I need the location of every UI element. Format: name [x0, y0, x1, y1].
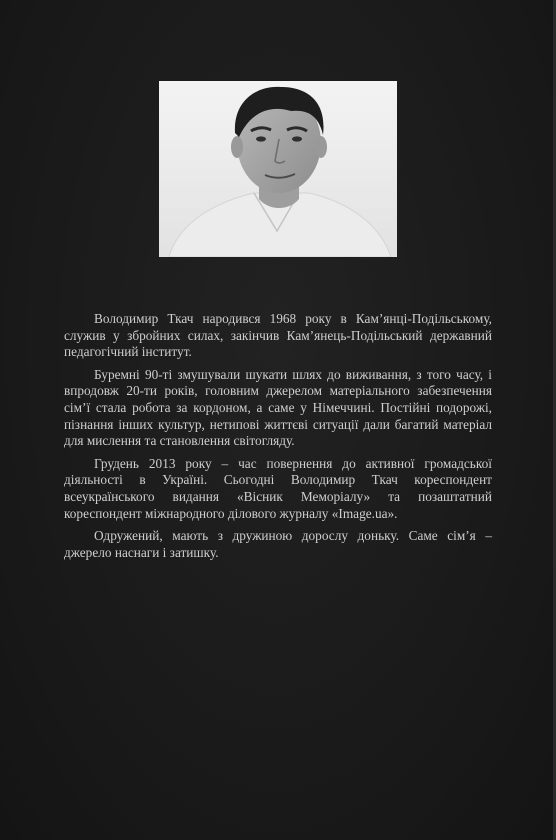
- bio-paragraph-family: Одружений, мають з дружиною дорослу доньку. Саме сім’я – джерело наснаги і затишку.: [64, 528, 492, 560]
- author-photo: [159, 81, 397, 257]
- bio-paragraph-career: Буремні 90-ті змушували шукати шлях до виживання, з того часу, і впродовж 20-ти років, головним джерелом матеріального забезпечення сім’ї стала робота за кордоном, а саме у Німеччині. Постійні подорожі, пізнання інших культур, нетипові життєві ситуації дали багатий матеріал для мислення та становлення світогляду.: [64, 366, 492, 449]
- author-biography: [64, 311, 492, 567]
- bio-paragraph-journalism: Грудень 2013 року – час повернення до активної громадської діяльності в Україні. Сьогодні Володимир Ткач кореспондент всеукраїнського видання «Вісник Меморіалу» та позаштатний кореспондент міжнародного ділового журналу «Image.ua».: [64, 455, 492, 521]
- bio-paragraph-birth: Володимир Ткач народився 1968 року в Кам’янці-Подільському, служив у збройних силах, закінчив Кам’янець-Подільський державний педагогічний інститут.: [64, 311, 492, 360]
- author-portrait-illustration: [159, 81, 397, 257]
